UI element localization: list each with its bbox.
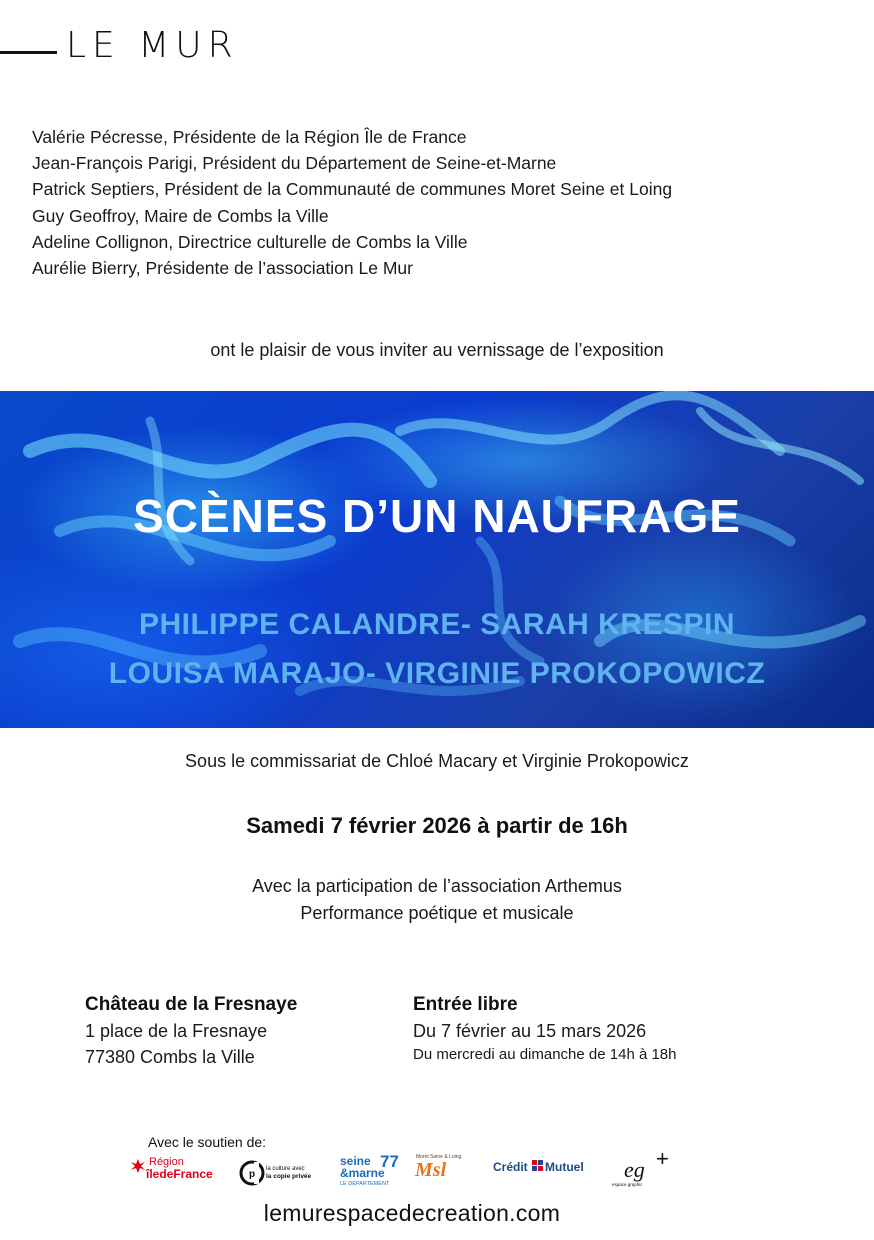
sponsor-text: seine <box>340 1154 371 1168</box>
moret-seine-loing-logo <box>414 1154 462 1181</box>
exhibition-title: SCÈNES D’UN NAUFRAGE <box>133 490 741 542</box>
venue-block <box>85 992 297 1070</box>
sponsor-text: LE DÉPARTEMENT <box>340 1181 390 1187</box>
patron-line: Jean-François Parigi, Président du Département de Seine-et-Marne <box>32 153 557 174</box>
region-idf-logo <box>131 1156 213 1181</box>
logo-le-mur: LE MUR <box>66 25 239 66</box>
sponsor-text: Msl <box>415 1159 447 1181</box>
curators-text: Sous le commissariat de Chloé Macary et Virginie Prokopowicz <box>185 751 689 771</box>
seine-et-marne-logo <box>340 1152 399 1187</box>
sponsor-text: 77 <box>380 1152 399 1171</box>
sponsor-text: îledeFrance <box>146 1167 213 1181</box>
venue-address-1: 1 place de la Fresnaye <box>85 1021 268 1041</box>
exhibition-banner <box>0 391 874 728</box>
sponsor-text: eg <box>624 1157 645 1182</box>
sponsor-text: la culture avec <box>266 1166 305 1172</box>
hours-block <box>413 992 677 1066</box>
sponsor-text: Mutuel <box>545 1160 584 1174</box>
sponsor-text: Crédit <box>493 1160 528 1174</box>
sponsor-text: Région <box>149 1156 184 1168</box>
patron-line: Valérie Pécresse, Présidente de la Région Île de France <box>32 127 467 147</box>
sponsor-logos <box>128 1144 688 1192</box>
logo-rule <box>0 51 57 54</box>
patron-line: Guy Geoffroy, Maire de Combs la Ville <box>32 205 329 226</box>
exhibition-period: Du 7 février au 15 mars 2026 <box>413 1021 647 1041</box>
credit-mutuel-logo <box>493 1160 584 1174</box>
sponsor-text: espace graphic <box>612 1182 643 1187</box>
svg-text:+: + <box>656 1146 669 1171</box>
artists-line-2: LOUISA MARAJO- VIRGINIE PROKOPOWICZ <box>108 657 766 690</box>
venue-name: Château de la Fresnaye <box>85 994 298 1015</box>
patron-line: Adeline Collignon, Directrice culturelle de Combs la Ville <box>32 231 468 252</box>
website-url[interactable]: lemurespacedecreation.com <box>263 1200 561 1226</box>
sponsor-text: &marne <box>340 1166 385 1180</box>
entry-free: Entrée libre <box>413 994 518 1015</box>
patron-line: Aurélie Bierry, Présidente de l’association Le Mur <box>32 258 413 279</box>
copie-privee-logo <box>241 1162 312 1184</box>
svg-text:p: p <box>249 1169 256 1180</box>
opening-hours: Du mercredi au dimanche de 14h à 18h <box>413 1046 677 1063</box>
venue-address-2: 77380 Combs la Ville <box>85 1047 255 1067</box>
participation-line-2: Performance poétique et musicale <box>300 903 574 923</box>
espace-graphic-logo <box>612 1146 669 1187</box>
support-label: Avec le soutien de: <box>148 1134 267 1150</box>
artists-line-1: PHILIPPE CALANDRE- SARAH KRESPIN <box>138 608 736 641</box>
sponsor-text: la copie privée <box>266 1173 312 1180</box>
invitation-text: ont le plaisir de vous inviter au vernissage de l’exposition <box>210 340 664 360</box>
patron-line: Patrick Septiers, Président de la Communauté de communes Moret Seine et Loing <box>32 179 673 200</box>
sponsor-text: Moret Seine & Loing <box>416 1154 462 1160</box>
opening-date: Samedi 7 février 2026 à partir de 16h <box>246 813 628 838</box>
participation-line-1: Avec la participation de l’association Arthemus <box>252 876 622 896</box>
patrons-list <box>32 124 832 281</box>
